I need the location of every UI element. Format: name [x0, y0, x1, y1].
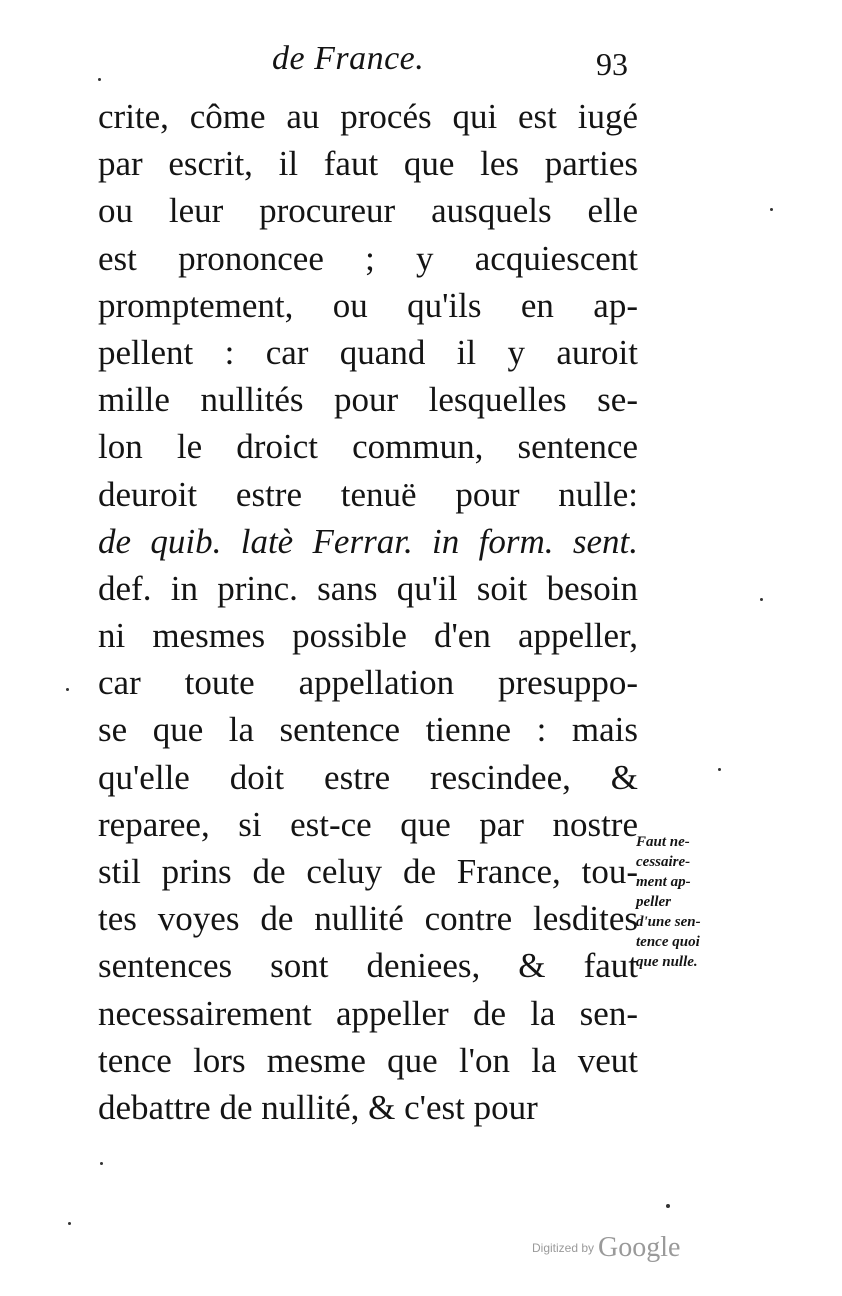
ink-speck: [718, 768, 721, 771]
text-line: necessairement appeller de la sen-: [98, 993, 638, 1033]
ink-speck: [100, 1162, 103, 1165]
page-number: 93: [596, 46, 628, 82]
ink-speck: [760, 598, 763, 601]
body-text: [98, 93, 638, 1131]
text-line: crite, côme au procés qui est iugé: [98, 97, 638, 136]
text-line: ni mesmes possible d'en appeller,: [98, 616, 638, 656]
text-line: def. in princ. sans qu'il soit besoin: [98, 568, 638, 608]
digitized-by-google-watermark: [532, 1232, 680, 1264]
text-line: promptement, ou qu'ils en ap-: [98, 285, 638, 325]
text-line: deuroit estre tenuë pour nulle:: [98, 474, 638, 514]
text-line: debattre de nullité, & c'est pour: [98, 1087, 538, 1127]
text-line: lon le droict commun, sentence: [98, 427, 638, 467]
text-line: stil prins de celuy de France, tou-: [98, 852, 638, 891]
text-line: qu'elle doit estre rescindee, &: [98, 757, 638, 797]
text-line: sentences sont deniees, & faut: [98, 946, 638, 986]
ink-speck: [666, 1204, 670, 1208]
ink-speck: [68, 1222, 71, 1225]
marginal-note-line: que nulle.: [636, 954, 698, 970]
text-line: mille nullités pour lesquelles se-: [98, 380, 638, 420]
text-line: tence lors mesme que l'on la veut: [98, 1040, 638, 1080]
text-line: se que la sentence tienne : mais: [98, 710, 638, 750]
text-line: par escrit, il faut que les parties: [98, 144, 638, 184]
marginal-note-line: Faut ne-: [636, 834, 690, 850]
marginal-note-line: tence quoi: [636, 934, 700, 950]
ink-speck: [770, 208, 773, 211]
running-head: de France.: [272, 40, 425, 77]
text-line: est prononcee ; y acquiescent: [98, 238, 638, 278]
marginal-note-line: peller: [636, 894, 671, 910]
text-line: tes voyes de nullité contre lesdites: [98, 899, 638, 939]
marginal-note-line: ment ap-: [636, 874, 691, 890]
text-line: pellent : car quand il y auroit: [98, 332, 638, 372]
marginal-note: [636, 832, 736, 972]
marginal-note-line: d'une sen-: [636, 914, 701, 930]
text-line: reparee, si est-ce que par nostre: [98, 804, 638, 844]
text-line: ou leur procureur ausquels elle: [98, 191, 638, 231]
digitized-label: Digitized by: [532, 1241, 595, 1255]
ink-speck: [98, 78, 101, 81]
citation-line: de quib. latè Ferrar. in form. sent.: [98, 521, 638, 561]
ink-speck: [66, 688, 69, 691]
text-line: car toute appellation presuppo-: [98, 663, 638, 703]
google-logo: Google: [598, 1232, 681, 1263]
marginal-note-line: cessaire-: [636, 854, 691, 870]
